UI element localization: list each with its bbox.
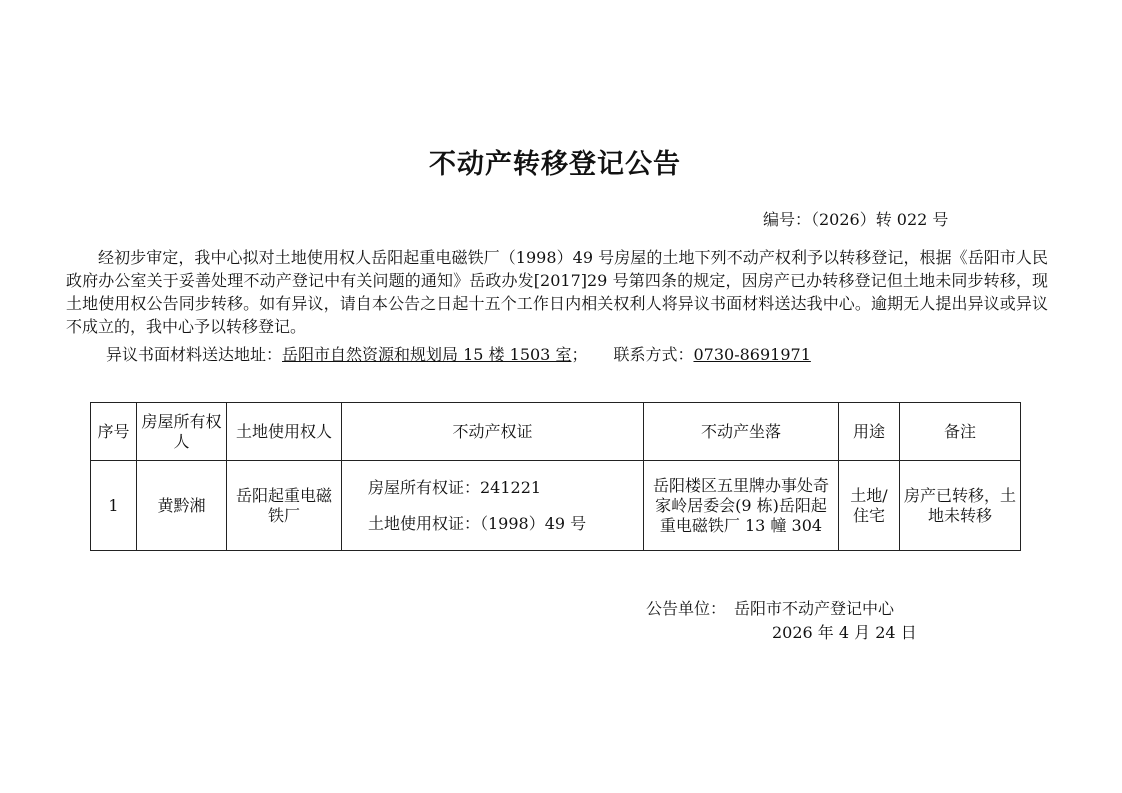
header-remark: 备注 <box>900 403 1021 461</box>
contact-value: 0730-8691971 <box>693 345 811 364</box>
notice-title: 不动产转移登记公告 <box>429 149 681 180</box>
cell-location: 岳阳楼区五里牌办事处奇家岭居委会(9 栋)岳阳起重电磁铁厂 13 幢 304 <box>644 461 839 551</box>
land-cert: 土地使用权证：（1998）49 号 <box>368 513 587 533</box>
cell-usage: 土地/住宅 <box>839 461 900 551</box>
header-owner: 房屋所有权人 <box>137 403 227 461</box>
address-value: 岳阳市自然资源和规划局 15 楼 1503 室 <box>282 345 572 364</box>
contact-label: 联系方式： <box>613 345 694 364</box>
header-usage: 用途 <box>839 403 900 461</box>
cell-owner: 黄黔湘 <box>137 461 227 551</box>
header-no: 序号 <box>91 403 137 461</box>
issue-date: 2026 年 4 月 24 日 <box>772 623 917 642</box>
house-cert: 房屋所有权证：241221 <box>368 477 542 497</box>
address-label: 异议书面材料送达地址： <box>106 345 283 364</box>
document-number: 编号：（2026）转 022 号 <box>763 210 949 229</box>
cell-land-user: 岳阳起重电磁铁厂 <box>227 461 342 551</box>
issuing-unit: 公告单位： 岳阳市不动产登记中心 <box>646 599 895 618</box>
table-row <box>91 461 1021 551</box>
header-cert: 不动产权证 <box>342 403 644 461</box>
objection-address-line <box>106 342 811 365</box>
header-location: 不动产坐落 <box>644 403 839 461</box>
notice-body: 经初步审定，我中心拟对土地使用权人岳阳起重电磁铁厂（1998）49 号房屋的土地下列不动产权利予以转移登记，根据《岳阳市人民政府办公室关于妥善处理不动产登记中有关问题的通知》岳政办发[2017]29 号第四条的规定，因房产已办转移登记但土地未同步转移，现土地使用权公告同步转移。如有异议，请自本公告之日起十五个工作日内相关权利人将异议书面材料送达我中心。逾期无人提出异议或异议不成立的，我中心予以转移登记。 <box>66 248 1048 336</box>
address-separator: ； <box>571 345 588 364</box>
cell-cert <box>342 461 644 551</box>
table-header-row <box>91 403 1021 461</box>
registration-table <box>90 402 1021 551</box>
header-land-user: 土地使用权人 <box>227 403 342 461</box>
cell-no: 1 <box>91 461 137 551</box>
cell-remark: 房产已转移，土地未转移 <box>900 461 1021 551</box>
